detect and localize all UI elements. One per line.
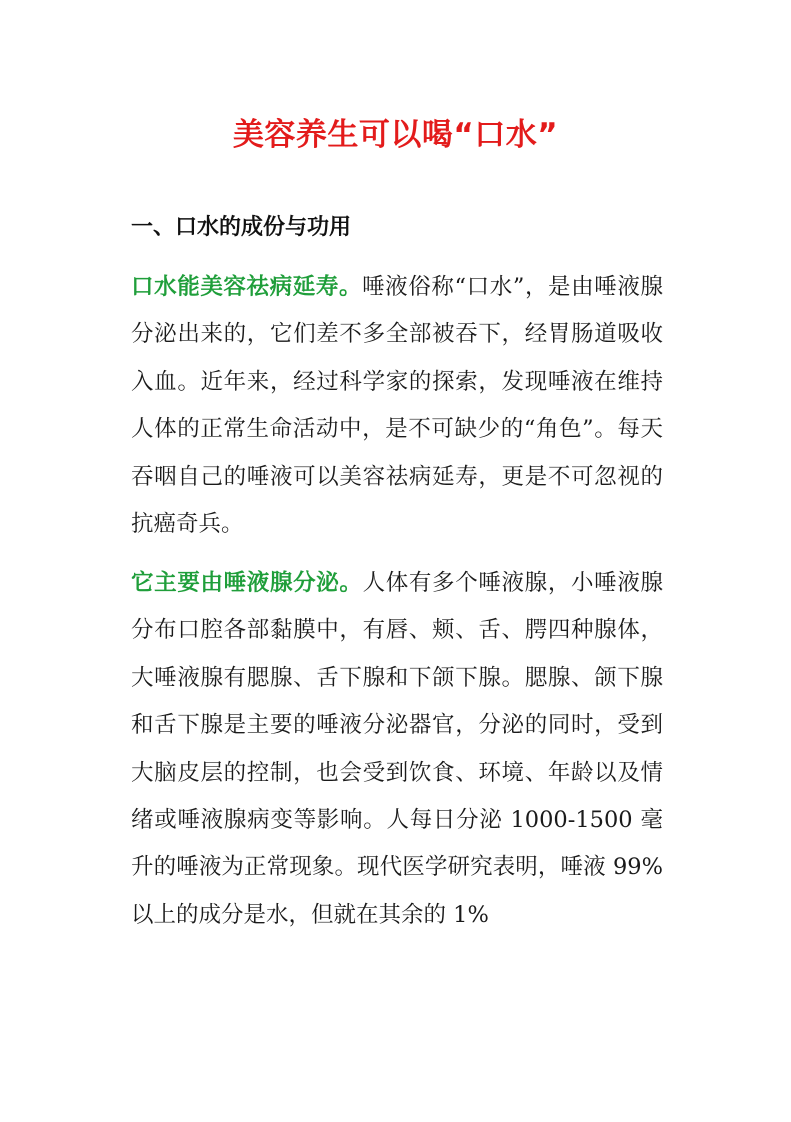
document-title: 美容养生可以喝“口水” <box>232 117 559 153</box>
paragraph-2-text: 人体有多个唾液腺，小唾液腺分布口腔各部黏膜中，有唇、颊、舌、腭四种腺体，大唾液腺有腮腺、舌下腺和下颌下腺。腮腺、颌下腺和舌下腺是主要的唾液分泌器官，分泌的同时，受到大脑皮层的控制，也会受到饮食、环境、年龄以及情绪或唾液腺病变等影响。人每日分泌 1000-1500 毫升的唾液为正常现象。现代医学研究表明，唾液 99%以上的成分是水，但就在其余的 1% <box>131 570 663 928</box>
paragraph-2-lead: 它主要由唾液腺分泌。 <box>131 570 363 596</box>
paragraph-1-lead: 口水能美容祛病延寿。 <box>131 274 363 300</box>
paragraph-1 <box>131 264 663 548</box>
section-heading: 一、口水的成份与功用 <box>131 215 352 240</box>
paragraph-1-text: 唾液俗称“口水”，是由唾液腺分泌出来的，它们差不多全部被吞下，经胃肠道吸收入血。近年来，经过科学家的探索，发现唾液在维持人体的正常生命活动中，是不可缺少的“角色”。每天吞咽自己的唾液可以美容祛病延寿，更是不可忽视的抗癌奇兵。 <box>131 274 663 538</box>
paragraph-2 <box>131 560 663 939</box>
